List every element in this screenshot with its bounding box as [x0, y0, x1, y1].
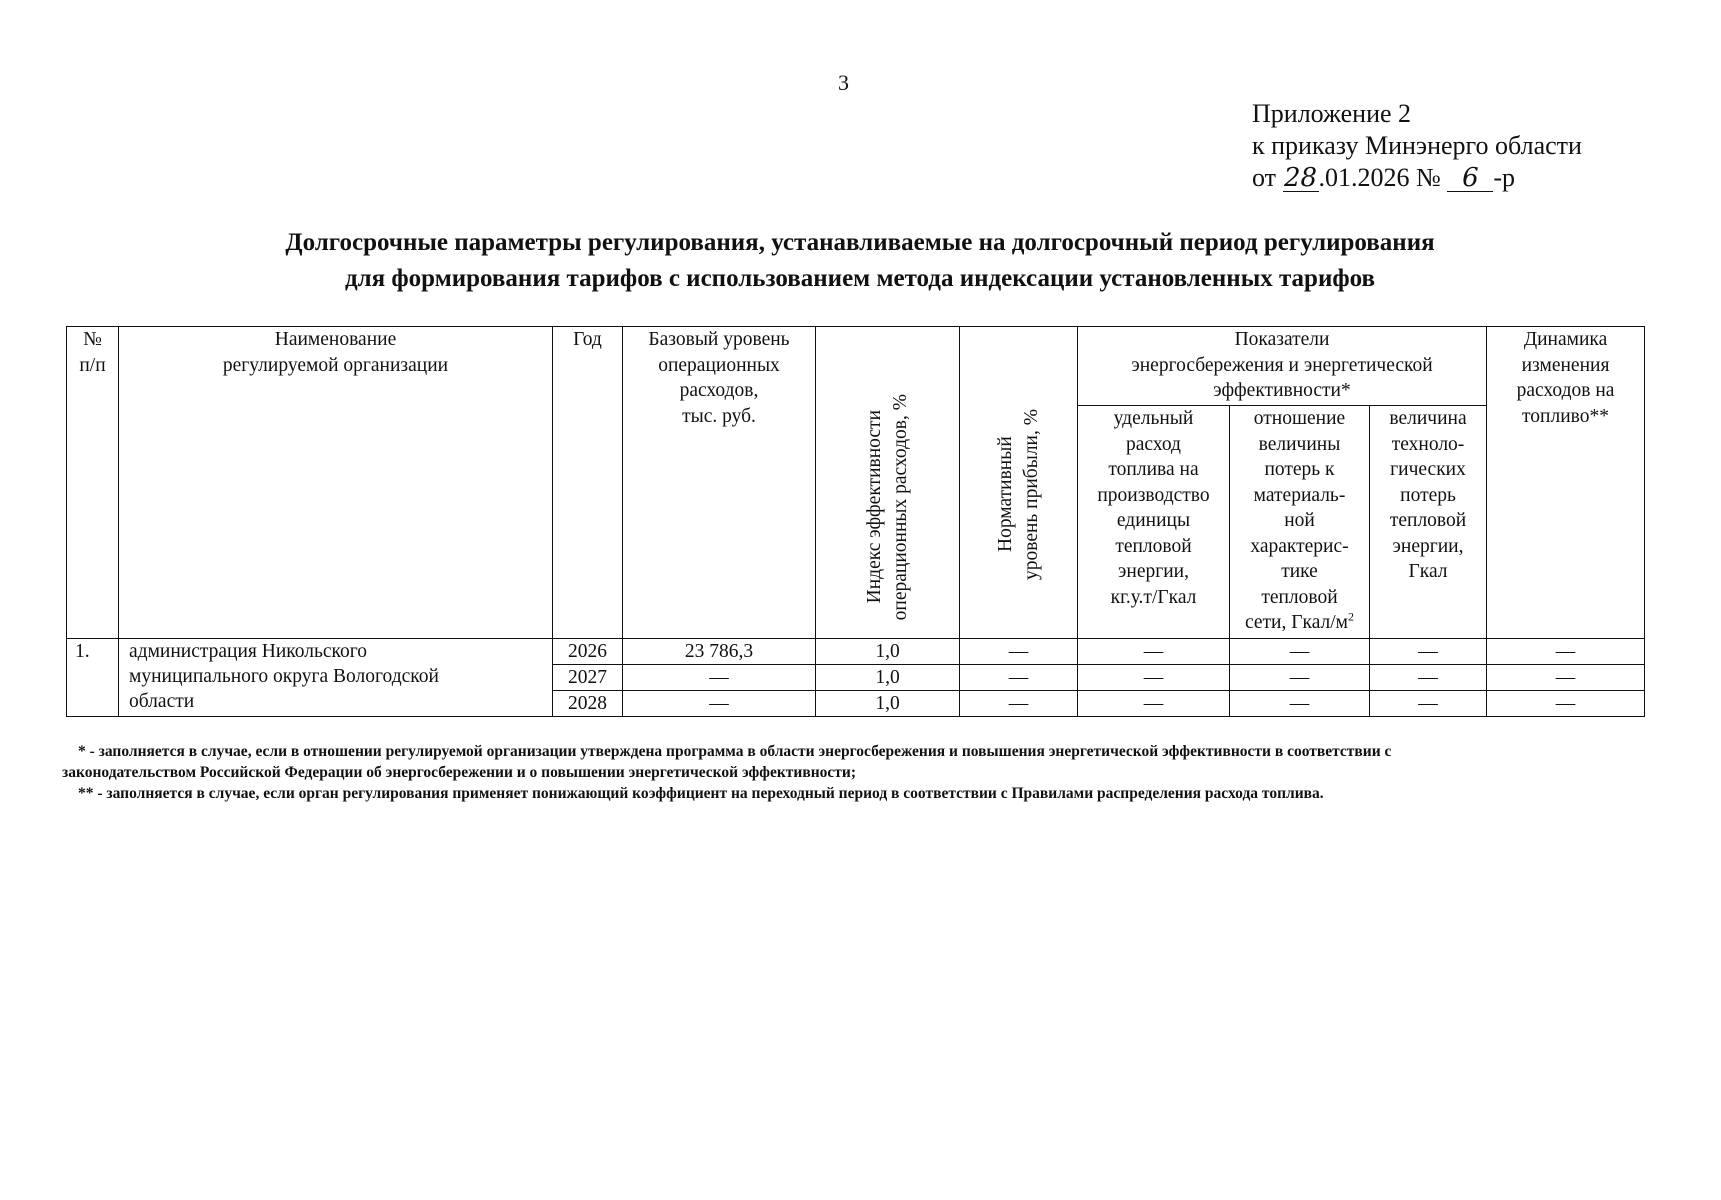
header-energy-line: энергосбережения и энергетической	[1131, 354, 1433, 376]
cell-efficiency-index: 1,0	[816, 665, 960, 691]
cell-year: 2028	[553, 691, 623, 717]
handwritten-order-number: 6	[1447, 165, 1493, 192]
document-title	[60, 225, 1660, 297]
header-tech-line: величина	[1389, 408, 1467, 429]
header-loss-ratio	[1230, 406, 1370, 639]
cell-fuel-rate: —	[1078, 665, 1230, 691]
appendix-date-line	[1252, 162, 1582, 194]
org-name-line: администрация Никольского	[129, 641, 368, 662]
cell-year: 2027	[553, 665, 623, 691]
org-name-line: области	[129, 691, 195, 712]
parameters-table	[66, 326, 1645, 717]
header-base-level	[623, 327, 816, 639]
header-dyn-line: топливо**	[1522, 405, 1609, 427]
header-dyn-line: изменения	[1521, 354, 1610, 376]
cell-loss-ratio: —	[1230, 691, 1370, 717]
cell-fuel-rate: —	[1078, 691, 1230, 717]
header-num	[67, 327, 119, 639]
cell-base-level: 23 786,3	[623, 639, 816, 665]
order-suffix: -р	[1493, 163, 1516, 192]
organization-name	[119, 639, 553, 717]
header-fuel-line: топлива на	[1108, 459, 1199, 480]
header-base-line: тыс. руб.	[682, 405, 756, 427]
cell-fuel-rate: —	[1078, 639, 1230, 665]
title-line-2: для формирования тарифов с использованием метода индексации установленных тарифов	[344, 265, 1376, 292]
org-name-line: муниципального округа Вологодской	[129, 666, 439, 687]
header-base-line: Базовый уровень	[648, 329, 790, 350]
header-tech-line: потерь	[1400, 484, 1456, 506]
header-name-line: регулируемой организации	[222, 354, 449, 376]
header-fuel-rate	[1078, 406, 1230, 639]
cell-base-level: —	[623, 665, 816, 691]
cell-fuel-dynamics: —	[1487, 665, 1645, 691]
cell-profit-level: —	[960, 691, 1078, 717]
cell-tech-losses: —	[1370, 639, 1487, 665]
header-dyn-line: Динамика	[1523, 329, 1608, 350]
header-ratio-line: отношение	[1253, 408, 1346, 429]
header-profit-text	[993, 409, 1045, 580]
cell-profit-level: —	[960, 665, 1078, 691]
cell-base-level: —	[623, 691, 816, 717]
header-ratio-sup: 2	[1348, 609, 1355, 624]
header-fuel-line: производство	[1097, 484, 1210, 506]
header-profit-line: уровень прибыли, %	[1020, 409, 1042, 581]
cell-profit-level: —	[960, 639, 1078, 665]
handwritten-day: 28	[1283, 163, 1318, 193]
header-fuel-dynamics	[1487, 327, 1645, 639]
header-energy-group	[1078, 327, 1487, 406]
cell-efficiency-index: 1,0	[816, 639, 960, 665]
header-eff-line: Индекс эффективности	[863, 410, 885, 604]
cell-loss-ratio: —	[1230, 639, 1370, 665]
footnote-1-line-1: * - заполняется в случае, если в отношении регулируемой организации утверждена программа в области энергосбережения и повышения энергетической эффективности в соответствии с	[78, 743, 1392, 760]
cell-year: 2026	[553, 639, 623, 665]
date-prefix: от	[1252, 163, 1277, 192]
appendix-order-ref: к приказу Минэнерго области	[1252, 131, 1582, 160]
header-num-line: №	[83, 329, 102, 350]
header-ratio-line: тепловой	[1261, 586, 1338, 608]
header-ratio-line: материаль-	[1253, 484, 1346, 506]
title-line-1: Долгосрочные параметры регулирования, устанавливаемые на долгосрочный период регулирования	[285, 229, 1435, 256]
header-efficiency-index	[816, 327, 960, 639]
footnotes	[62, 741, 1638, 804]
header-fuel-line: энергии,	[1118, 561, 1189, 582]
header-dyn-line: расходов на	[1516, 380, 1615, 401]
header-tech-line: техноло-	[1391, 433, 1465, 455]
header-fuel-line: кг.у.т/Гкал	[1110, 586, 1197, 608]
cell-tech-losses: —	[1370, 691, 1487, 717]
header-name	[119, 327, 553, 639]
header-fuel-line: единицы	[1116, 510, 1191, 531]
header-base-line: расходов,	[679, 380, 759, 401]
row-number: 1.	[67, 639, 119, 717]
header-tech-line: энергии,	[1392, 535, 1464, 557]
header-profit-level	[960, 327, 1078, 639]
cell-fuel-dynamics: —	[1487, 691, 1645, 717]
header-ratio-unit-line	[1232, 610, 1367, 636]
header-fuel-line: удельный	[1113, 408, 1194, 429]
header-fuel-line: расход	[1126, 433, 1181, 455]
page-number: 3	[838, 70, 849, 95]
header-tech-line: тепловой	[1389, 510, 1467, 531]
cell-efficiency-index: 1,0	[816, 691, 960, 717]
cell-tech-losses: —	[1370, 665, 1487, 691]
header-name-line: Наименование	[274, 329, 397, 350]
header-num-line: п/п	[79, 354, 106, 376]
cell-fuel-dynamics: —	[1487, 639, 1645, 665]
header-tech-line: Гкал	[1408, 561, 1448, 582]
footnote-2: ** - заполняется в случае, если орган регулирования применяет понижающий коэффициент на переходный период в соответствии с Правилами распределения расхода топлива.	[78, 785, 1324, 802]
date-rest: .01.2026 №	[1318, 163, 1441, 192]
header-ratio-line: характерис-	[1250, 535, 1349, 557]
cell-loss-ratio: —	[1230, 665, 1370, 691]
header-eff-line: операционных расходов, %	[889, 394, 911, 621]
header-tech-losses	[1370, 406, 1487, 639]
header-profit-line: Нормативный	[994, 437, 1016, 553]
header-year: Год	[553, 327, 623, 639]
appendix-title: Приложение 2	[1252, 99, 1412, 128]
header-tech-line: гических	[1390, 459, 1466, 480]
header-ratio-line: потерь к	[1264, 459, 1335, 480]
table-row	[67, 639, 1645, 665]
header-base-line: операционных	[658, 354, 780, 376]
header-ratio-line: величины	[1258, 433, 1341, 455]
header-energy-line: эффективности*	[1213, 380, 1351, 401]
header-ratio-line: ной	[1284, 510, 1315, 531]
footnote-1-line-2: законодательством Российской Федерации об энергосбережении и о повышении энергетической эффективности;	[62, 764, 856, 781]
header-ratio-line: тике	[1281, 561, 1318, 582]
header-energy-line: Показатели	[1234, 329, 1330, 350]
header-efficiency-text	[862, 394, 914, 620]
appendix-header	[1252, 98, 1582, 194]
header-row-top	[67, 327, 1645, 406]
header-ratio-unit: сети, Гкал/м	[1244, 612, 1349, 633]
header-fuel-line: тепловой	[1115, 535, 1192, 557]
